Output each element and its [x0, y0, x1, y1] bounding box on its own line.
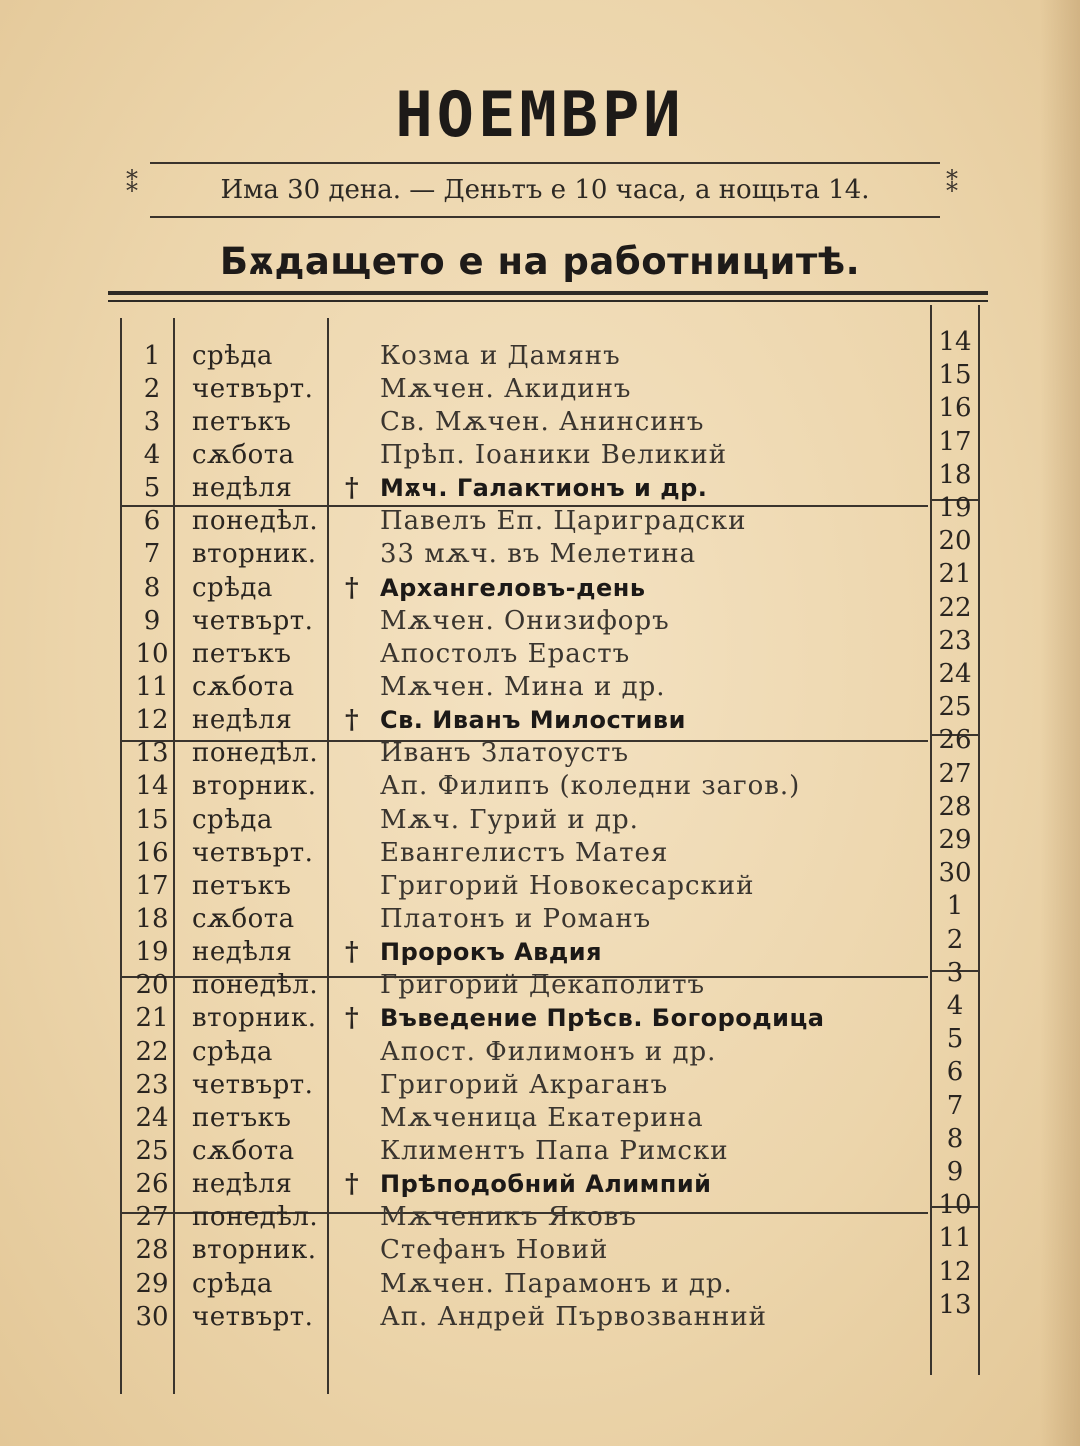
saint-name: Ап. Филипъ (коледни загов.)	[380, 771, 801, 801]
saint-name: Св. Иванъ Милостиви	[380, 706, 686, 734]
feast-cross-icon: †	[345, 573, 359, 603]
weekday: вторник.	[192, 771, 317, 801]
old-style-date: 22	[938, 592, 972, 623]
saint-name: Архангеловъ-день	[380, 574, 646, 602]
weekday: недѣля	[192, 705, 293, 735]
day-number: 2	[143, 374, 161, 404]
day-number: 13	[135, 738, 169, 768]
day-number: 17	[135, 871, 169, 901]
weekday: сѫбота	[192, 440, 295, 470]
weekday: недѣля	[192, 473, 293, 503]
saint-name: Мѫчен. Онизифоръ	[380, 606, 670, 636]
day-number: 19	[135, 937, 169, 967]
old-style-date: 27	[938, 758, 972, 789]
day-number: 23	[135, 1070, 169, 1100]
saint-name: Апост. Филимонъ и др.	[380, 1037, 717, 1067]
weekday: четвърт.	[192, 606, 314, 636]
old-style-date: 20	[938, 526, 972, 557]
saint-name: Мѫчен. Акидинъ	[380, 374, 632, 404]
month-info-text: Има 30 дена. — Деньтъ е 10 часа, а нощьта 14.	[220, 175, 870, 205]
weekday: срѣда	[192, 1269, 273, 1299]
old-style-date: 17	[938, 426, 972, 457]
weekday: вторник.	[192, 1003, 317, 1033]
saint-name: Св. Мѫчен. Анинсинъ	[380, 407, 705, 437]
weekday: петъкъ	[192, 871, 292, 901]
weekday: вторник.	[192, 539, 317, 569]
old-style-date: 8	[946, 1123, 964, 1154]
saint-name: Климентъ Папа Римски	[380, 1136, 729, 1166]
old-style-date: 28	[938, 791, 972, 822]
weekday: сѫбота	[192, 1136, 295, 1166]
old-style-date: 19	[938, 493, 972, 523]
day-number: 27	[135, 1202, 169, 1232]
day-number: 24	[135, 1103, 169, 1133]
day-number: 30	[135, 1302, 169, 1332]
old-style-date: 4	[946, 991, 964, 1021]
saint-name: Козма и Дамянъ	[380, 341, 621, 371]
old-style-date: 30	[938, 858, 972, 889]
old-style-date: 12	[938, 1256, 972, 1287]
month-info	[150, 162, 940, 218]
old-style-date: 3	[946, 957, 964, 988]
saint-name: Ап. Андрей Първозванний	[380, 1302, 767, 1332]
day-number: 11	[135, 672, 169, 702]
feast-cross-icon: †	[345, 705, 359, 735]
day-number: 14	[135, 771, 169, 801]
feast-cross-icon: †	[345, 1169, 359, 1199]
old-style-date: 7	[946, 1090, 964, 1121]
weekday: понедѣл.	[192, 1202, 319, 1232]
day-number: 28	[135, 1235, 169, 1265]
day-number: 22	[135, 1037, 169, 1067]
saint-name: Павелъ Еп. Цариградски	[380, 506, 747, 536]
saint-name: Мѫченикъ Яковъ	[380, 1202, 637, 1232]
day-number: 18	[135, 904, 169, 934]
feast-cross-icon: †	[345, 473, 359, 503]
day-number: 8	[143, 573, 161, 603]
old-style-date: 16	[938, 393, 972, 424]
day-number: 21	[135, 1003, 169, 1033]
header-rule-thick	[108, 291, 988, 295]
saint-name: Григорий Новокесарский	[380, 871, 755, 901]
saint-name: Стефанъ Новий	[380, 1235, 609, 1265]
old-style-date: 29	[938, 825, 972, 855]
saint-name: Прѣподобний Алимпий	[380, 1170, 712, 1198]
day-number: 10	[135, 639, 169, 669]
day-number: 20	[135, 970, 169, 1000]
old-style-date: 13	[938, 1289, 972, 1320]
col-line-dow	[327, 318, 329, 1394]
day-number: 5	[143, 473, 161, 503]
day-number: 3	[143, 407, 161, 437]
day-number: 15	[135, 805, 169, 835]
header-rule-thin	[108, 300, 988, 302]
weekday: четвърт.	[192, 838, 314, 868]
saint-name: Пророкъ Авдия	[380, 938, 602, 966]
saint-name: Мѫч. Гурий и др.	[380, 805, 639, 835]
old-style-date: 9	[946, 1157, 964, 1187]
weekday: срѣда	[192, 1037, 273, 1067]
month-title: НОЕМВРИ	[395, 78, 685, 151]
old-style-date: 6	[946, 1057, 964, 1088]
day-number: 4	[143, 440, 161, 470]
weekday: сѫбота	[192, 672, 295, 702]
feast-cross-icon: †	[345, 1003, 359, 1033]
saint-name: Апостолъ Ерастъ	[380, 639, 631, 669]
day-number: 16	[135, 838, 169, 868]
saint-name: Мѫчен. Мина и др.	[380, 672, 666, 702]
saint-name: 33 мѫч. въ Мелетина	[380, 539, 697, 569]
old-style-date: 5	[946, 1024, 964, 1055]
saint-name: Мѫч. Галактионъ и др.	[380, 474, 708, 502]
weekday: четвърт.	[192, 1302, 314, 1332]
weekday: срѣда	[192, 573, 273, 603]
old-style-date: 23	[938, 625, 972, 656]
saint-name: Платонъ и Романъ	[380, 904, 652, 934]
weekday: четвърт.	[192, 1070, 314, 1100]
ornament-left-icon: ⁑	[126, 170, 138, 198]
old-style-date: 14	[938, 327, 972, 357]
weekday: вторник.	[192, 1235, 317, 1265]
saint-name: Григорий Декаполитъ	[380, 970, 706, 1000]
old-style-date: 15	[938, 360, 972, 391]
day-number: 6	[143, 506, 161, 536]
saint-name: Прѣп. Іоаники Великий	[380, 440, 728, 470]
old-style-date: 1	[946, 891, 964, 922]
old-style-date: 18	[938, 459, 972, 490]
saint-name: Мѫчен. Парамонъ и др.	[380, 1269, 733, 1299]
weekday: понедѣл.	[192, 738, 319, 768]
old-style-date: 2	[946, 924, 964, 955]
weekday: недѣля	[192, 1169, 293, 1199]
saint-name: Иванъ Златоустъ	[380, 738, 629, 768]
page-edge-shadow	[1040, 0, 1080, 1446]
old-style-date: 21	[938, 559, 972, 590]
ornament-right-icon: ⁑	[946, 170, 958, 198]
slogan: Бѫдащето е на работницитѣ.	[219, 240, 861, 283]
old-style-date: 24	[938, 659, 972, 689]
weekday: недѣля	[192, 937, 293, 967]
day-number: 25	[135, 1136, 169, 1166]
weekday: понедѣл.	[192, 970, 319, 1000]
weekday: петъкъ	[192, 407, 292, 437]
day-number: 1	[143, 341, 161, 371]
weekday: понедѣл.	[192, 506, 319, 536]
saint-name: Мѫченица Екатерина	[380, 1103, 704, 1133]
weekday: сѫбота	[192, 904, 295, 934]
saint-name: Евангелистъ Матея	[380, 838, 669, 868]
saint-name: Въведение Прѣсв. Богородица	[380, 1004, 825, 1032]
old-style-date: 10	[938, 1190, 972, 1221]
old-style-date: 26	[938, 725, 972, 756]
feast-cross-icon: †	[345, 937, 359, 967]
day-number: 12	[135, 705, 169, 735]
weekday: срѣда	[192, 805, 273, 835]
old-style-date: 25	[938, 692, 972, 723]
saint-name: Григорий Акраганъ	[380, 1070, 669, 1100]
day-number: 29	[135, 1269, 169, 1299]
weekday: срѣда	[192, 341, 273, 371]
weekday: четвърт.	[192, 374, 314, 404]
old-style-date: 11	[938, 1223, 972, 1254]
weekday: петъкъ	[192, 1103, 292, 1133]
day-number: 7	[143, 539, 161, 569]
day-number: 26	[135, 1169, 169, 1199]
weekday: петъкъ	[192, 639, 292, 669]
day-number: 9	[143, 606, 161, 636]
